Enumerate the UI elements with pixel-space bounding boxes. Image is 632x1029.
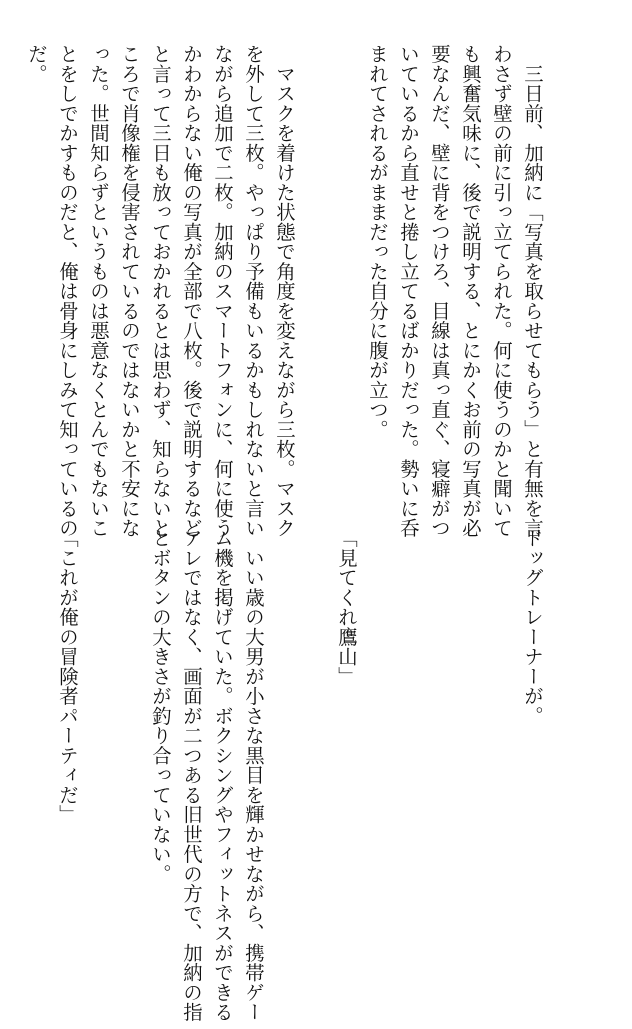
blank-line bbox=[424, 528, 455, 990]
upper-text-block bbox=[0, 44, 610, 538]
paragraph: マスクを着けた状態で角度を変えながら三枚。マスク を外して三枚。やっぱり予備もいるかもしれないと言い ながら追加で二枚。加納のスマートフォンに、何に使う かわからない俺の写真が全部で八枚。後で説明するなど と言って三日も放っておかれるとは思わず、知らないと ころで肖像権を侵害されているのではないかと不安にな った。世間知らずというものは悪意なくとんでもないこ とをしでかすものだと、俺は骨身にしみて知っているの だ。 bbox=[25, 44, 296, 538]
lower-text-block bbox=[0, 528, 610, 1022]
paragraph: ドッグトレーナーが。 bbox=[521, 528, 544, 726]
dialogue-line: 「これが俺の冒険者パーティだ」 bbox=[56, 528, 79, 825]
dialogue-line: 「見てくれ鷹山」 bbox=[335, 528, 358, 686]
paragraph: いい歳の大男が小さな黒目を輝かせながら、携帯ゲー ム機を掲げていた。ボクシングやフィットネスができる アレではなく、画面が二つある旧世代の方で、加納の指 とボタンの大きさが釣り合っていない。 bbox=[149, 528, 265, 1022]
paragraph: 三日前、加納に「写真を取らせてもらう」と有無を言 わさず壁の前に引っ立てられた。何に使うのかと聞いて も興奮気味に、後で説明する、とにかくお前の写真が必 要なんだ、壁に背をつけろ、目線は真っ直ぐ、寝癖がつ いているから直せと捲し立てるばかりだった。勢いに呑 まれてされるがままだった自分に腹が立つ。 bbox=[366, 44, 544, 538]
